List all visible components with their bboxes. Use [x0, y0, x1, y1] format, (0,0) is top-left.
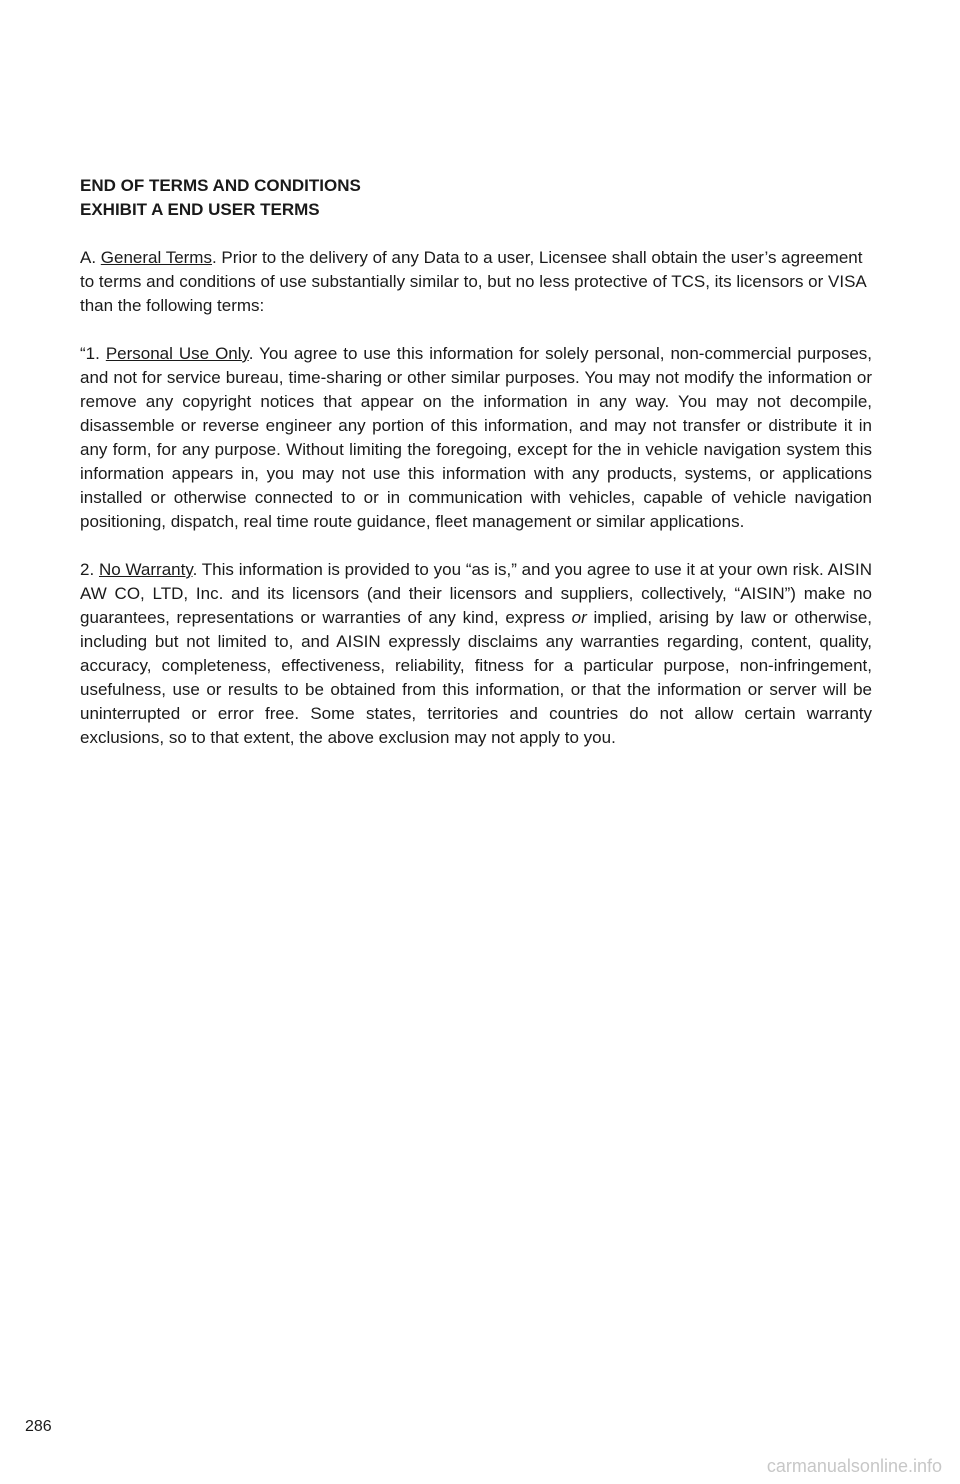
paragraph-body-end: implied, arising by law or otherwise, including but not limited to, and AISIN expressly disclaims any warranties regarding, content, quality, accuracy, completeness, effectiveness, reliability, fitness for a particular purpose, non-infringement, usefulness, use or results to be obtained from this information, or that the information or server will be uninterrupted or error free. Some states, territories and countries do not allow certain warranty exclusions, so to that extent, the above exclusion may not apply to you. — [80, 608, 873, 747]
document-body — [80, 174, 872, 750]
paragraph-prefix: A. — [80, 248, 101, 267]
section-title-general-terms: General Terms — [100, 248, 212, 267]
watermark-text: carmanualsonline.info — [766, 1456, 942, 1476]
paragraph-general-terms — [80, 246, 872, 318]
section-title-personal-use: Personal Use Only — [105, 344, 249, 363]
heading-exhibit-a: EXHIBIT A END USER TERMS — [80, 200, 320, 219]
paragraph-body: . You agree to use this information for solely personal, non-commercial purposes, and not for service bureau, time-sharing or other similar purposes. You may not modify the information or remove any copyright notices that appear on the information in any way. You may not decompile, disassemble or reverse engineer any portion of this information, and may not transfer or distribute it in any form, for any purpose. Without limiting the foregoing, except for the in vehicle navigation system this information appears in, you may not use this information with any products, systems, or applications installed or otherwise connected to or in communication with vehicles, capable of vehicle navigation positioning, dispatch, real time route guidance, fleet management or similar applications. — [80, 344, 872, 531]
emphasis-or: or — [571, 608, 587, 627]
paragraph-body: . Prior to the delivery of any Data to a user, Licensee shall obtain the user’s agreement to terms and conditions of use substantially similar to, but no less protective of TCS, its licensors or VISA than the following terms: — [80, 248, 866, 315]
paragraph-no-warranty — [80, 558, 872, 750]
heading-end-of-terms: END OF TERMS AND CONDITIONS — [80, 176, 361, 195]
paragraph-body-start: . This information is provided to you “as is,” and you agree to use it at your own risk. AISIN AW CO, LTD, Inc. and its licensors (and their licensors and suppliers, collectively, “AISIN”) make no guarantees, representations or warranties of any kind, express — [80, 560, 872, 627]
page-number: 286 — [25, 1418, 52, 1435]
section-title-no-warranty: No Warranty — [98, 560, 193, 579]
paragraph-personal-use — [80, 342, 872, 534]
paragraph-prefix: 2. — [80, 560, 99, 579]
paragraph-prefix: “1. — [80, 344, 106, 363]
